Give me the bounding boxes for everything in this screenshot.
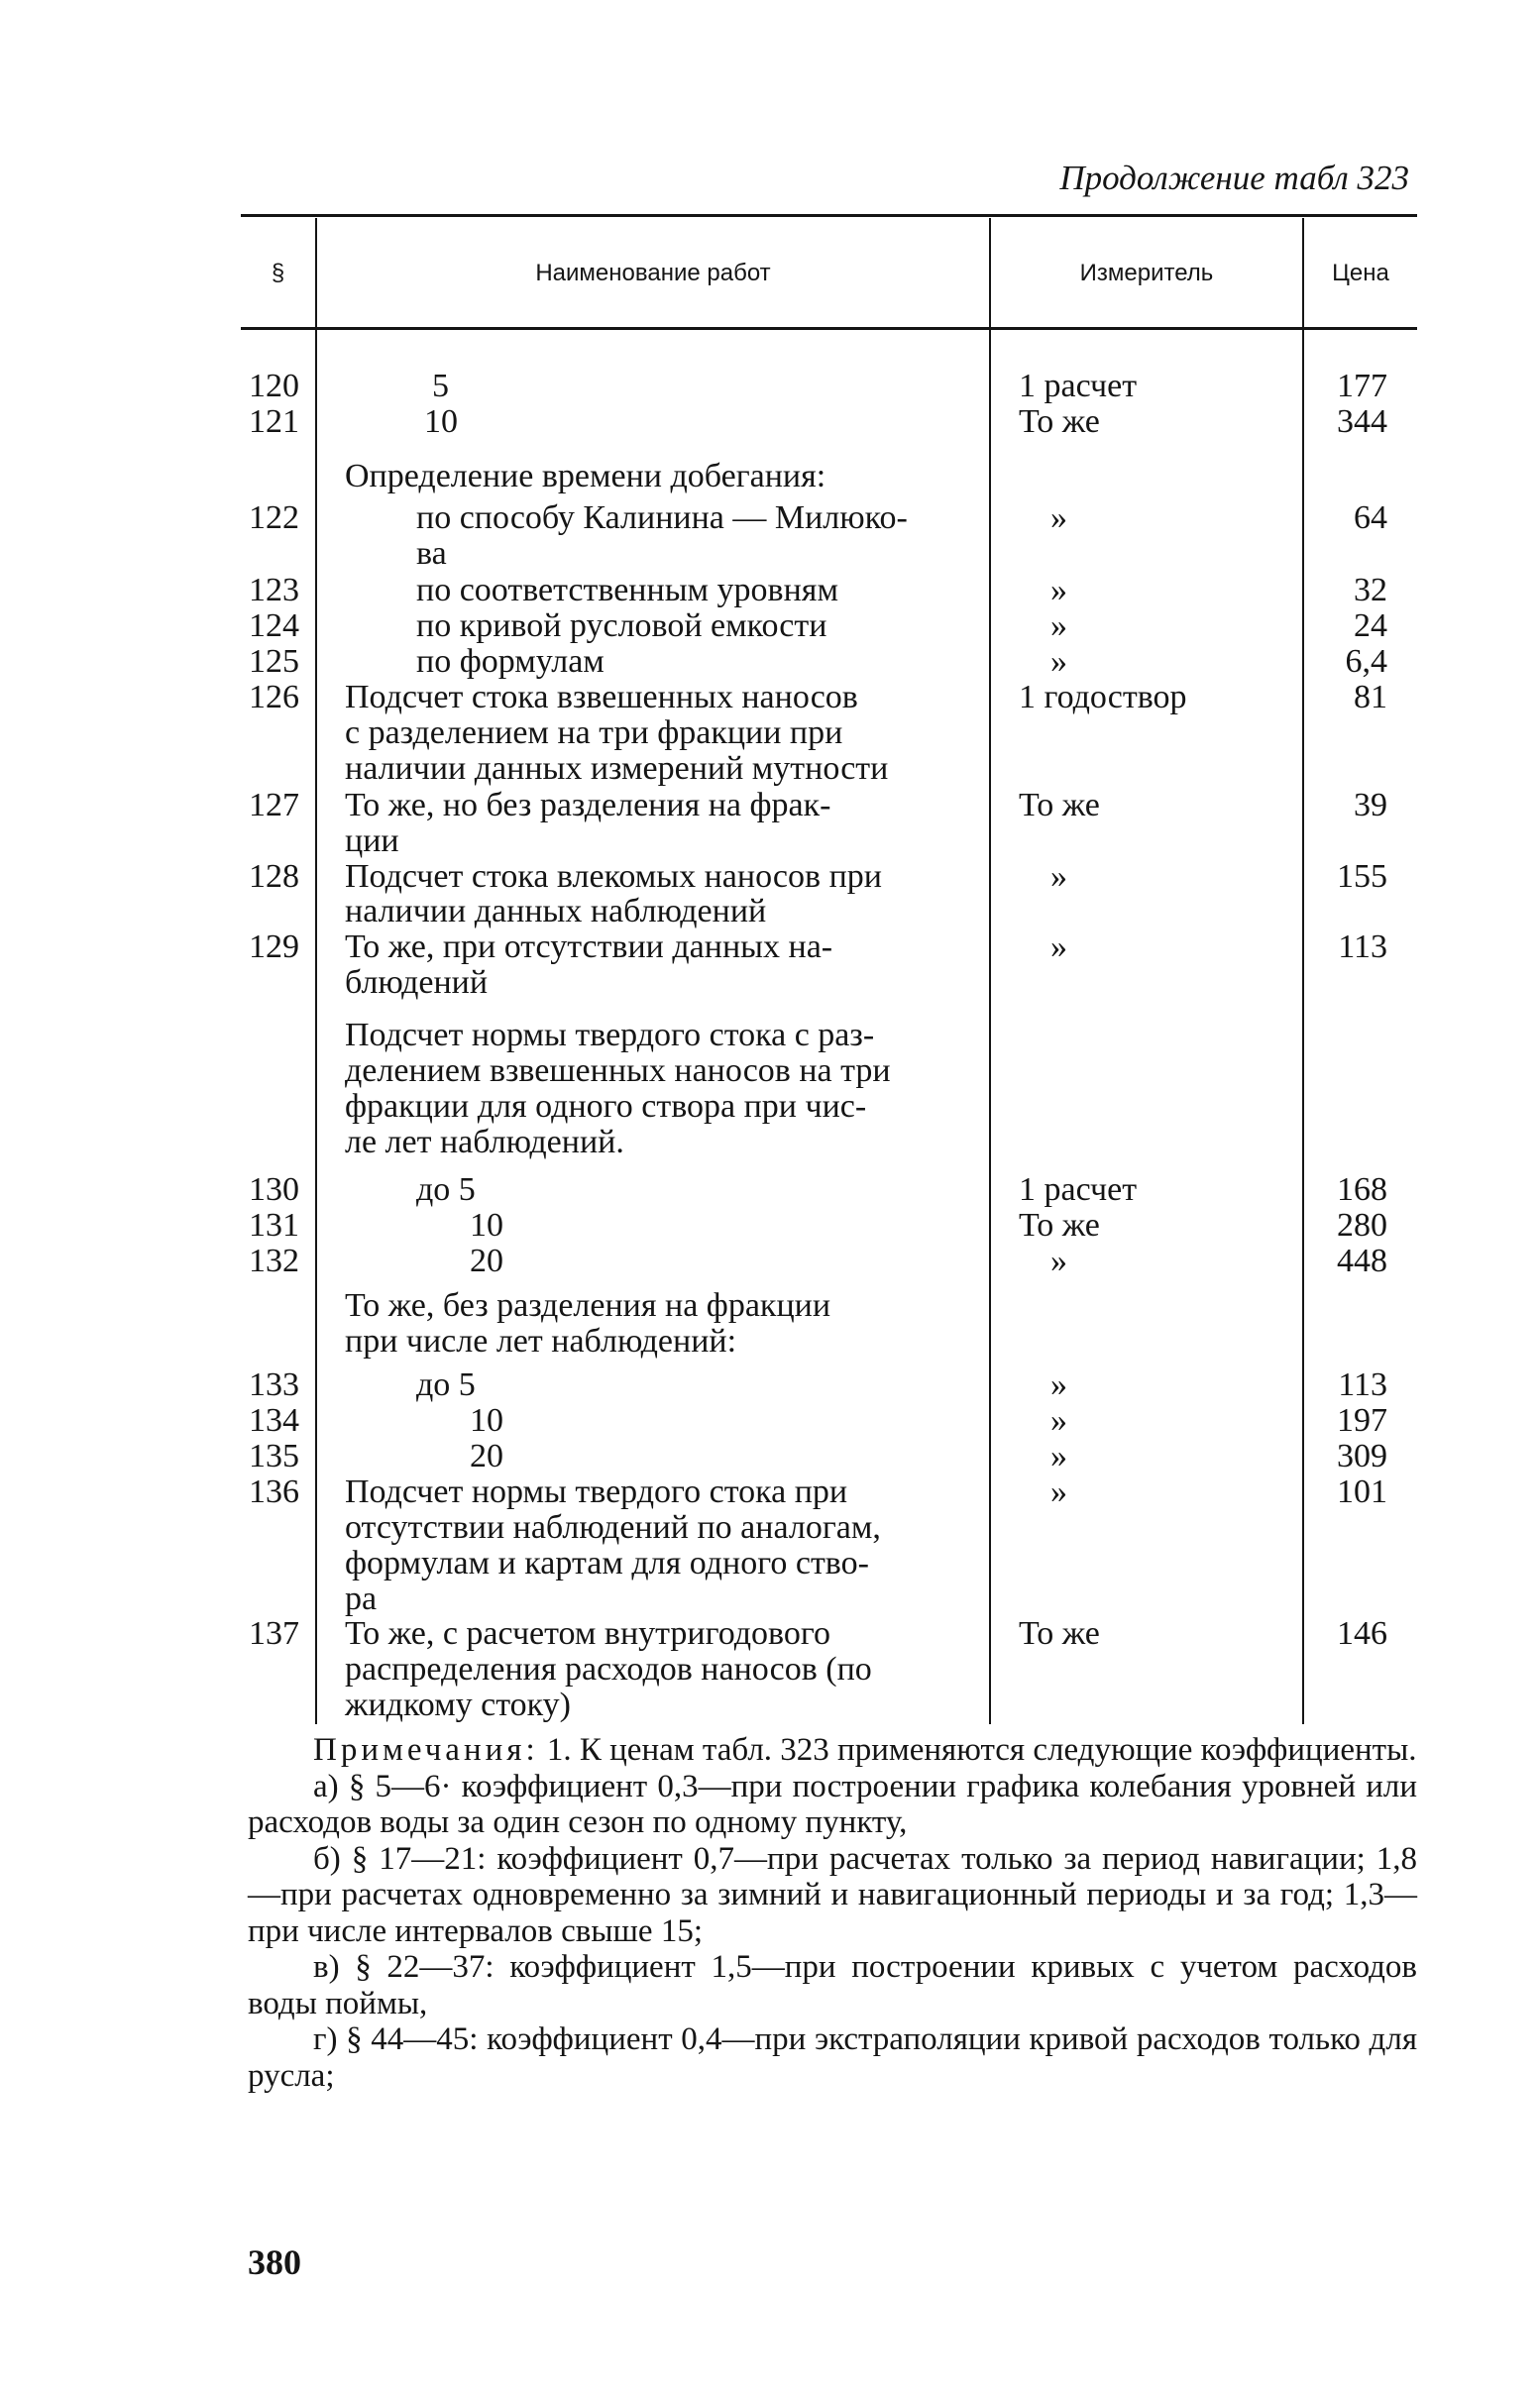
work-name-line: отсутствии наблюдений по аналогам, <box>345 1509 881 1546</box>
work-name-line: по соответственным уровням <box>416 572 838 608</box>
unit-cell: » <box>1050 1366 1067 1403</box>
section-number: 124 <box>249 607 299 644</box>
section-number: 130 <box>249 1171 299 1208</box>
work-name-line: Подсчет нормы твердого стока при <box>345 1473 848 1510</box>
work-name-line: 5 <box>432 368 449 404</box>
work-name-line: 20 <box>470 1243 503 1279</box>
price-cell: 448 <box>1337 1243 1387 1279</box>
work-name-line: 10 <box>470 1402 503 1439</box>
price-cell: 64 <box>1354 499 1387 536</box>
column-divider-2 <box>989 218 991 1724</box>
work-name-line: То же, но без разделения на фрак- <box>345 787 831 823</box>
work-name-line: формулам и картам для одного ство- <box>345 1545 869 1581</box>
work-name-line: до 5 <box>416 1366 476 1403</box>
table-notes <box>248 1732 1417 2094</box>
price-cell: 309 <box>1337 1438 1387 1474</box>
notes-heading: Примечания: <box>313 1732 539 1768</box>
price-cell: 32 <box>1354 572 1387 608</box>
work-name-line: Подсчет нормы твердого стока с раз- <box>345 1017 875 1053</box>
work-name-line: при числе лет наблюдений: <box>345 1323 737 1360</box>
unit-cell: » <box>1050 499 1067 536</box>
work-name-line: ра <box>345 1581 378 1617</box>
unit-cell: 1 расчет <box>1019 368 1138 404</box>
work-name-line: по формулам <box>416 643 605 680</box>
table-header-rule <box>241 327 1417 330</box>
unit-cell: 1 годоствор <box>1019 679 1187 715</box>
note-item: б) § 17—21: коэффициент 0,7—при расчетах только за период навигации; 1,8—при расчетах одновременно за зимний и навигационный периоды и за год; 1,3—при числе интервалов свыше 15; <box>248 1840 1417 1949</box>
unit-cell: То же <box>1019 1207 1100 1244</box>
section-number: 133 <box>249 1366 299 1403</box>
work-name-line: Подсчет стока влекомых наносов при <box>345 858 882 895</box>
unit-cell: » <box>1050 1473 1067 1510</box>
price-cell: 113 <box>1338 1366 1387 1403</box>
price-cell: 168 <box>1337 1171 1387 1208</box>
unit-cell: 1 расчет <box>1019 1171 1138 1208</box>
section-number: 125 <box>249 643 299 680</box>
work-name-line: по способу Калинина — Милюко- <box>416 499 908 536</box>
unit-cell: То же <box>1019 403 1100 440</box>
work-name-line: ва <box>416 535 447 572</box>
note-item: г) § 44—45: коэффициент 0,4—при экстраполяции кривой расходов только для русла; <box>248 2021 1417 2094</box>
unit-cell: » <box>1050 928 1067 965</box>
work-name-line: Подсчет стока взвешенных наносов <box>345 679 858 715</box>
work-name-line: 10 <box>424 403 458 440</box>
price-cell: 146 <box>1337 1615 1387 1652</box>
header-price: Цена <box>1332 260 1389 286</box>
unit-cell: » <box>1050 1438 1067 1474</box>
work-name-line: То же, с расчетом внутригодового <box>345 1615 830 1652</box>
note-item: а) § 5—6· коэффициент 0,3—при построении графика колебания уровней или расходов воды за один сезон по одному пункту, <box>248 1768 1417 1840</box>
unit-cell: То же <box>1019 787 1100 823</box>
work-name-line: делением взвешенных наносов на три <box>345 1052 891 1089</box>
section-number: 120 <box>249 368 299 404</box>
work-name-line: наличии данных измерений мутности <box>345 750 889 787</box>
section-number: 121 <box>249 403 299 440</box>
continuation-title: Продолжение табл 323 <box>1059 159 1409 197</box>
section-number: 135 <box>249 1438 299 1474</box>
section-number: 137 <box>249 1615 299 1652</box>
work-name-line: распределения расходов наносов (по <box>345 1651 872 1688</box>
table-top-rule <box>241 214 1417 217</box>
price-cell: 155 <box>1337 858 1387 895</box>
section-number: 129 <box>249 928 299 965</box>
unit-cell: » <box>1050 607 1067 644</box>
price-cell: 280 <box>1337 1207 1387 1244</box>
section-number: 128 <box>249 858 299 895</box>
header-unit: Измеритель <box>1079 260 1214 286</box>
unit-cell: » <box>1050 1243 1067 1279</box>
price-cell: 101 <box>1337 1473 1387 1510</box>
section-number: 126 <box>249 679 299 715</box>
price-cell: 39 <box>1354 787 1387 823</box>
price-cell: 177 <box>1337 368 1387 404</box>
unit-cell: То же <box>1019 1615 1100 1652</box>
section-number: 131 <box>249 1207 299 1244</box>
work-name-line: ле лет наблюдений. <box>345 1124 624 1160</box>
section-number: 127 <box>249 787 299 823</box>
section-number: 122 <box>249 499 299 536</box>
price-cell: 81 <box>1354 679 1387 715</box>
header-name: Наименование работ <box>535 260 771 286</box>
work-name-line: блюдений <box>345 964 489 1001</box>
work-name-line: 10 <box>470 1207 503 1244</box>
column-divider-3 <box>1302 218 1304 1724</box>
column-divider-1 <box>315 218 317 1724</box>
price-cell: 344 <box>1337 403 1387 440</box>
work-name-line: наличии данных наблюдений <box>345 893 767 929</box>
notes-intro <box>248 1732 1417 1769</box>
work-name-line: фракции для одного створа при чис- <box>345 1088 867 1125</box>
section-number: 134 <box>249 1402 299 1439</box>
work-name-line: 20 <box>470 1438 503 1474</box>
price-cell: 6,4 <box>1345 643 1387 680</box>
unit-cell: » <box>1050 1402 1067 1439</box>
work-name-line: Определение времени добегания: <box>345 458 826 494</box>
price-cell: 197 <box>1337 1402 1387 1439</box>
work-name-line: ции <box>345 822 399 859</box>
section-number: 123 <box>249 572 299 608</box>
section-number: 136 <box>249 1473 299 1510</box>
notes-intro-text: 1. К ценам табл. 323 применяются следующие коэффициенты. <box>546 1732 1417 1768</box>
work-name-line: по кривой русловой емкости <box>416 607 827 644</box>
work-name-line: То же, без разделения на фракции <box>345 1287 831 1324</box>
unit-cell: » <box>1050 858 1067 895</box>
unit-cell: » <box>1050 572 1067 608</box>
work-name-line: до 5 <box>416 1171 476 1208</box>
work-name-line: жидкому стоку) <box>345 1687 572 1723</box>
work-name-line: с разделением на три фракции при <box>345 714 843 751</box>
page-number: 380 <box>248 2242 301 2282</box>
work-name-line: То же, при отсутствии данных на- <box>345 928 833 965</box>
header-section: § <box>271 260 285 286</box>
price-cell: 113 <box>1338 928 1387 965</box>
price-cell: 24 <box>1354 607 1387 644</box>
note-item: в) § 22—37: коэффициент 1,5—при построении кривых с учетом расходов воды поймы, <box>248 1949 1417 2021</box>
unit-cell: » <box>1050 643 1067 680</box>
section-number: 132 <box>249 1243 299 1279</box>
